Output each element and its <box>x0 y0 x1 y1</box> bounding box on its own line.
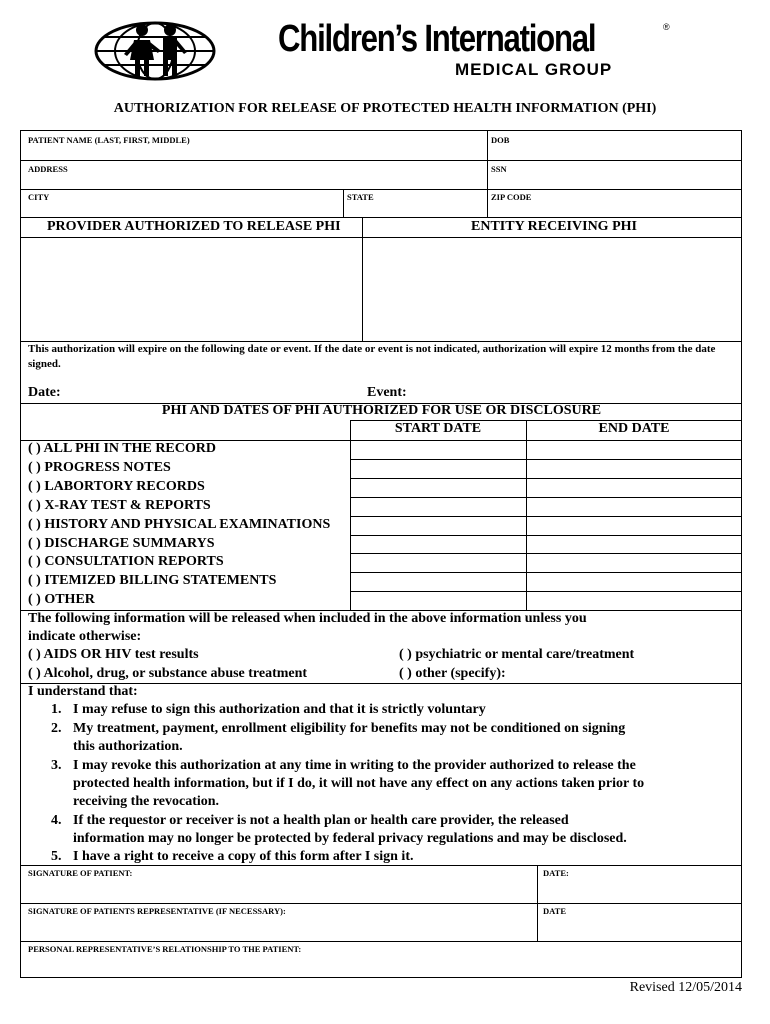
expiration-date-label[interactable]: Date: <box>28 385 61 400</box>
representative-date-field[interactable]: DATE <box>543 906 566 916</box>
state-field[interactable]: STATE <box>347 192 374 202</box>
understand-item-4-line1: If the requestor or receiver is not a health plan or health care provider, the released <box>73 813 569 828</box>
phi-item-history-physical[interactable]: ( ) HISTORY AND PHYSICAL EXAMINATIONS <box>28 517 331 532</box>
address-field[interactable]: ADDRESS <box>28 164 68 174</box>
understand-item-3-line1: I may revoke this authorization at any time in writing to the provider authorized to release the <box>73 758 636 773</box>
sensitive-intro-line2: indicate otherwise: <box>28 629 142 644</box>
option-other-specify[interactable]: ( ) other (specify): <box>399 666 506 681</box>
understand-intro: I understand that: <box>28 684 138 699</box>
patient-name-field[interactable]: PATIENT NAME (LAST, FIRST, MIDDLE) <box>28 135 190 145</box>
understand-item-4-line2: information may no longer be protected by federal privacy regulations and may be disclosed. <box>73 831 627 846</box>
representative-relationship-field[interactable]: PERSONAL REPRESENTATIVE’S RELATIONSHIP TO THE PATIENT: <box>28 944 302 954</box>
provider-label: PROVIDER AUTHORIZED TO RELEASE PHI <box>47 219 341 234</box>
phi-item-laboratory-records[interactable]: ( ) LABORTORY RECORDS <box>28 479 205 494</box>
revised-date: Revised 12/05/2014 <box>629 980 742 995</box>
globe-children-logo <box>94 20 216 82</box>
zip-code-field[interactable]: ZIP CODE <box>491 192 532 202</box>
phi-table-title: PHI AND DATES OF PHI AUTHORIZED FOR USE OR DISCLOSURE <box>161 403 602 418</box>
phi-item-progress-notes[interactable]: ( ) PROGRESS NOTES <box>28 460 171 475</box>
understand-num-5: 5. <box>51 849 62 864</box>
form-title: AUTHORIZATION FOR RELEASE OF PROTECTED HEALTH INFORMATION (PHI) <box>113 101 657 116</box>
provider-input-area[interactable] <box>22 238 361 340</box>
understand-item-3-line2: protected health information, but if I do, it will not have any effect on any actions taken prior to <box>73 776 645 791</box>
authorization-form <box>20 130 742 978</box>
brand-subtitle: MEDICAL GROUP <box>455 60 613 79</box>
patient-signature-field[interactable]: SIGNATURE OF PATIENT: <box>28 868 133 878</box>
option-psychiatric[interactable]: ( ) psychiatric or mental care/treatment <box>399 647 635 662</box>
dob-field[interactable]: DOB <box>491 135 510 145</box>
understand-item-2-line1: My treatment, payment, enrollment eligibility for benefits may not be conditioned on signing <box>73 721 626 736</box>
understand-num-2: 2. <box>51 721 62 736</box>
understand-num-1: 1. <box>51 702 62 717</box>
option-aids-hiv[interactable]: ( ) AIDS OR HIV test results <box>28 647 199 662</box>
representative-signature-field[interactable]: SIGNATURE OF PATIENTS REPRESENTATIVE (IF NECESSARY): <box>28 906 286 916</box>
expiration-text: This authorization will expire on the following date or event. If the date or event is not indicated, authorization will expire 12 months from the date signed. <box>28 343 716 370</box>
understand-item-2-line2: this authorization. <box>73 739 183 754</box>
brand-name: Children’s International <box>278 18 596 60</box>
phi-item-all-phi[interactable]: ( ) ALL PHI IN THE RECORD <box>28 441 216 456</box>
sensitive-intro-line1: The following information will be released when included in the above information unless you <box>28 611 587 626</box>
ssn-field[interactable]: SSN <box>491 164 507 174</box>
understand-item-1-line1: I may refuse to sign this authorization and that it is strictly voluntary <box>73 702 486 717</box>
registered-mark: ® <box>663 22 670 32</box>
entity-input-area[interactable] <box>364 238 741 340</box>
start-date-header: START DATE <box>394 421 482 436</box>
end-date-header: END DATE <box>598 421 670 436</box>
understand-num-4: 4. <box>51 813 62 828</box>
phi-item-other[interactable]: ( ) OTHER <box>28 592 95 607</box>
expiration-event-label[interactable]: Event: <box>367 385 407 400</box>
phi-item-discharge-summaries[interactable]: ( ) DISCHARGE SUMMARYS <box>28 536 215 551</box>
phi-item-consultation-reports[interactable]: ( ) CONSULTATION REPORTS <box>28 554 224 569</box>
understand-item-5-line1: I have a right to receive a copy of this form after I sign it. <box>73 849 414 864</box>
understand-num-3: 3. <box>51 758 62 773</box>
city-field[interactable]: CITY <box>28 192 50 202</box>
understand-item-3-line3: receiving the revocation. <box>73 794 220 809</box>
patient-signature-date-field[interactable]: DATE: <box>543 868 569 878</box>
phi-item-xray-reports[interactable]: ( ) X-RAY TEST & REPORTS <box>28 498 211 513</box>
phi-item-billing-statements[interactable]: ( ) ITEMIZED BILLING STATEMENTS <box>28 573 277 588</box>
entity-label: ENTITY RECEIVING PHI <box>471 219 637 234</box>
option-alcohol-drug[interactable]: ( ) Alcohol, drug, or substance abuse treatment <box>28 666 308 681</box>
